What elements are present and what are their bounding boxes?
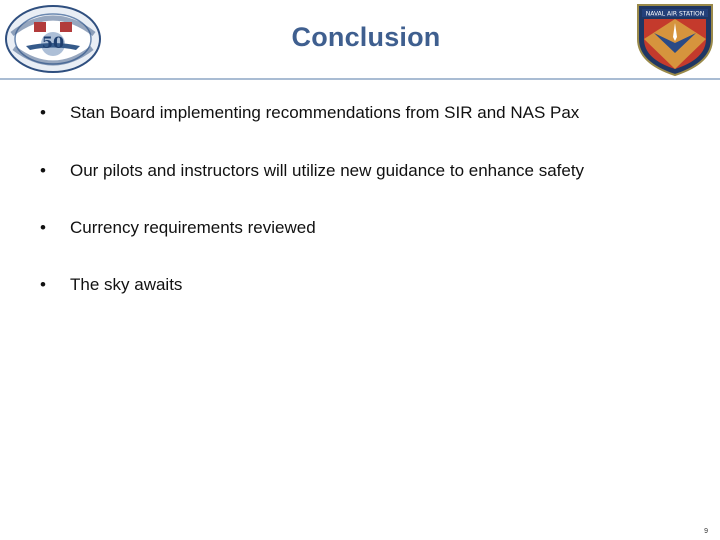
bullet-marker: •	[40, 103, 46, 122]
list-item	[40, 218, 316, 238]
bullet-marker: •	[40, 218, 46, 237]
page-number: 9	[704, 528, 708, 535]
list-item-text: The sky awaits	[70, 275, 183, 294]
naval-air-station-shield-icon	[634, 3, 716, 77]
list-item	[40, 103, 579, 123]
bullet-marker: •	[40, 275, 46, 294]
list-item-text: Stan Board implementing recommendations from SIR and NAS Pax	[70, 103, 580, 122]
bullet-marker: •	[40, 161, 46, 180]
shield-caption: NAVAL AIR STATION	[645, 10, 705, 18]
slide-header	[0, 0, 720, 80]
title-divider	[0, 78, 720, 80]
list-item	[40, 161, 584, 181]
list-item-text: Our pilots and instructors will utilize new guidance to enhance safety	[70, 161, 585, 180]
list-item-text: Currency requirements reviewed	[70, 218, 316, 237]
page-title: Conclusion	[291, 22, 441, 52]
emblem-number: 50	[41, 33, 65, 52]
list-item	[40, 275, 182, 295]
